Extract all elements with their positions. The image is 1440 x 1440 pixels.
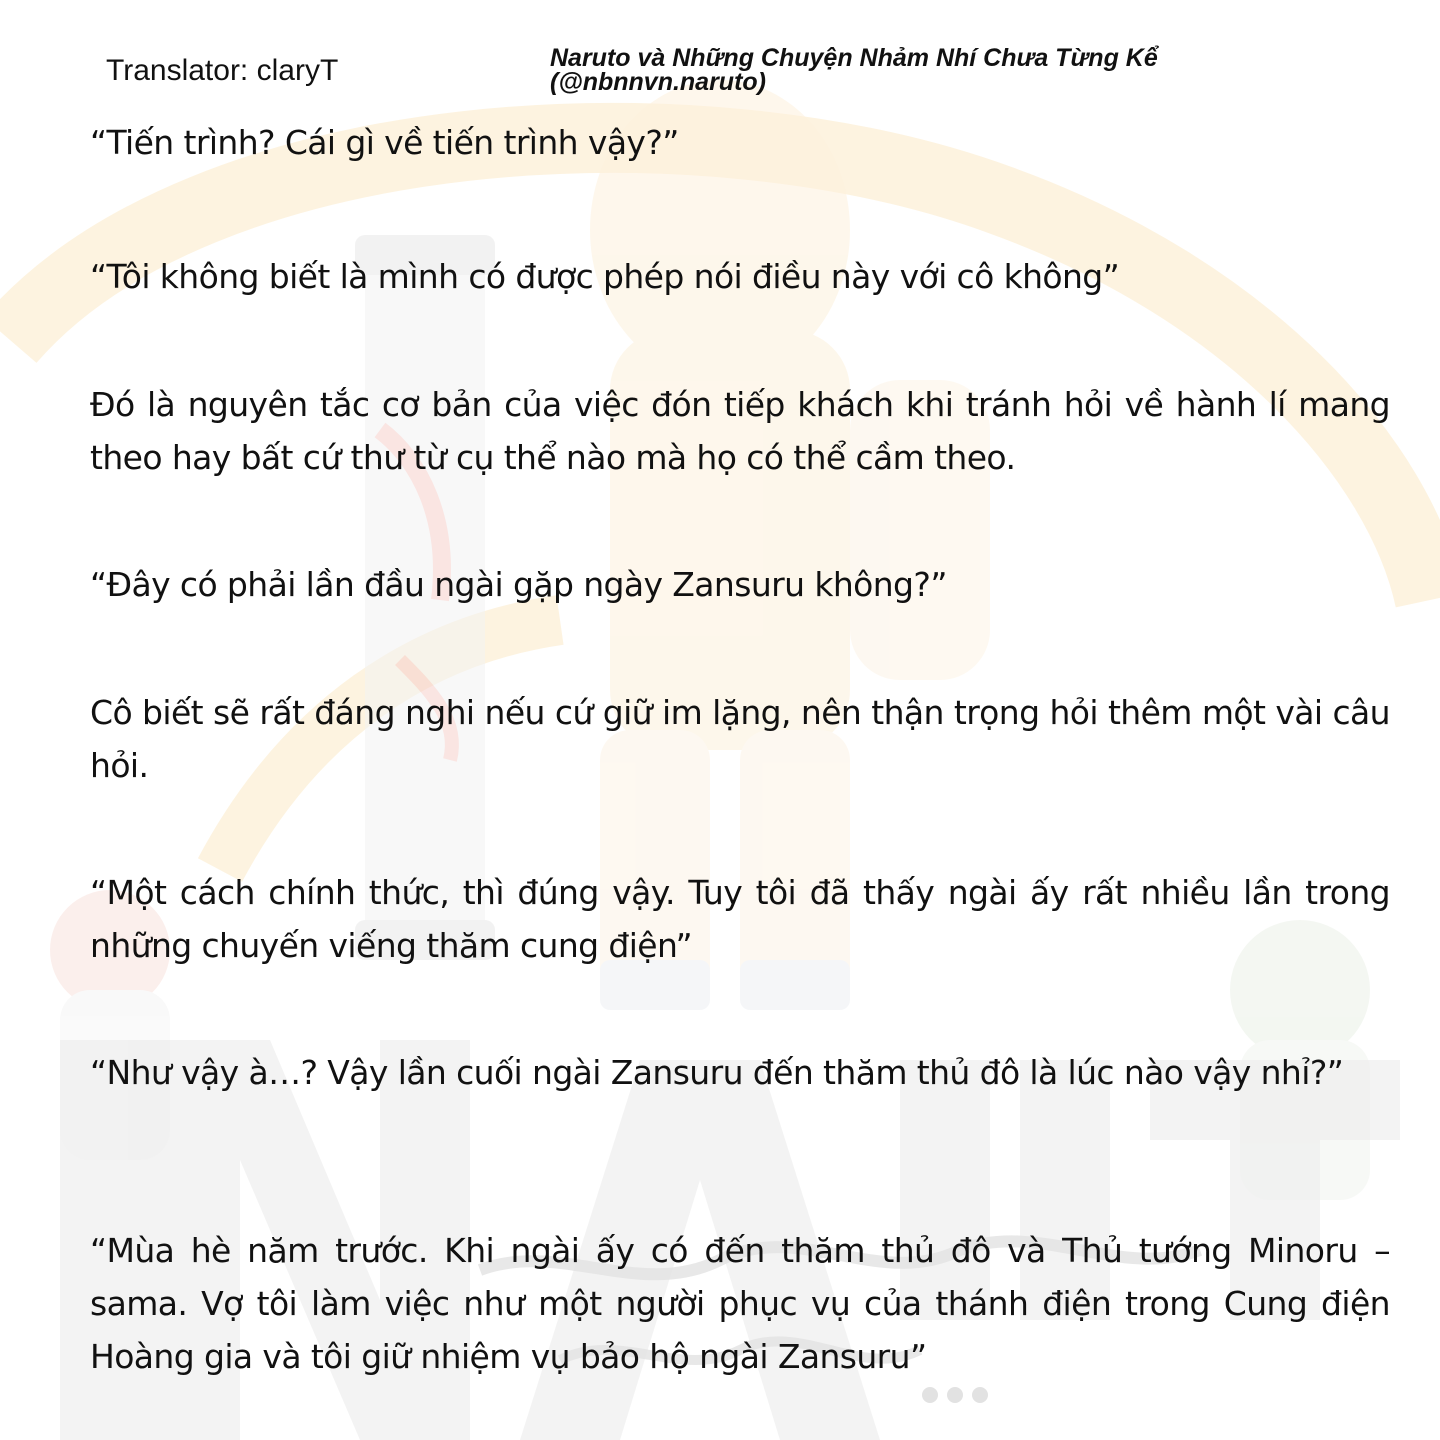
- series-title-block: [550, 46, 1250, 94]
- paragraph-3: Đó là nguyên tắc cơ bản của việc đón tiếp khách khi tránh hỏi về hành lí mang theo hay bất cứ thư từ cụ thể nào mà họ có thể cầm theo.: [90, 385, 1390, 477]
- series-title: Naruto và Những Chuyện Nhảm Nhí Chưa Từng Kể: [550, 44, 1158, 72]
- paragraph-2: “Tôi không biết là mình có được phép nói điều này với cô không”: [90, 257, 1120, 296]
- paragraph-4: “Đây có phải lần đầu ngài gặp ngày Zansuru không?”: [90, 565, 947, 604]
- paragraph-7: “Như vậy à…? Vậy lần cuối ngài Zansuru đến thăm thủ đô là lúc nào vậy nhỉ?”: [90, 1053, 1344, 1092]
- paragraph-1: “Tiến trình? Cái gì về tiến trình vậy?”: [90, 123, 679, 162]
- paragraph-5: Cô biết sẽ rất đáng nghi nếu cứ giữ im lặng, nên thận trọng hỏi thêm một vài câu hỏi.: [90, 693, 1390, 785]
- paragraph-8: “Mùa hè năm trước. Khi ngài ấy có đến thăm thủ đô và Thủ tướng Minoru – sama. Vợ tôi làm việc như một người phục vụ của thánh điện trong Cung điện Hoàng gia và tôi giữ nhiệm vụ bảo hộ ngài Zansuru”: [90, 1231, 1390, 1376]
- series-handle: (@nbnnvn.naruto): [550, 68, 767, 96]
- paragraph-6: “Một cách chính thức, thì đúng vậy. Tuy tôi đã thấy ngài ấy rất nhiều lần trong những chuyến viếng thăm cung điện”: [90, 873, 1390, 965]
- translator-credit: Translator: claryT: [106, 54, 339, 87]
